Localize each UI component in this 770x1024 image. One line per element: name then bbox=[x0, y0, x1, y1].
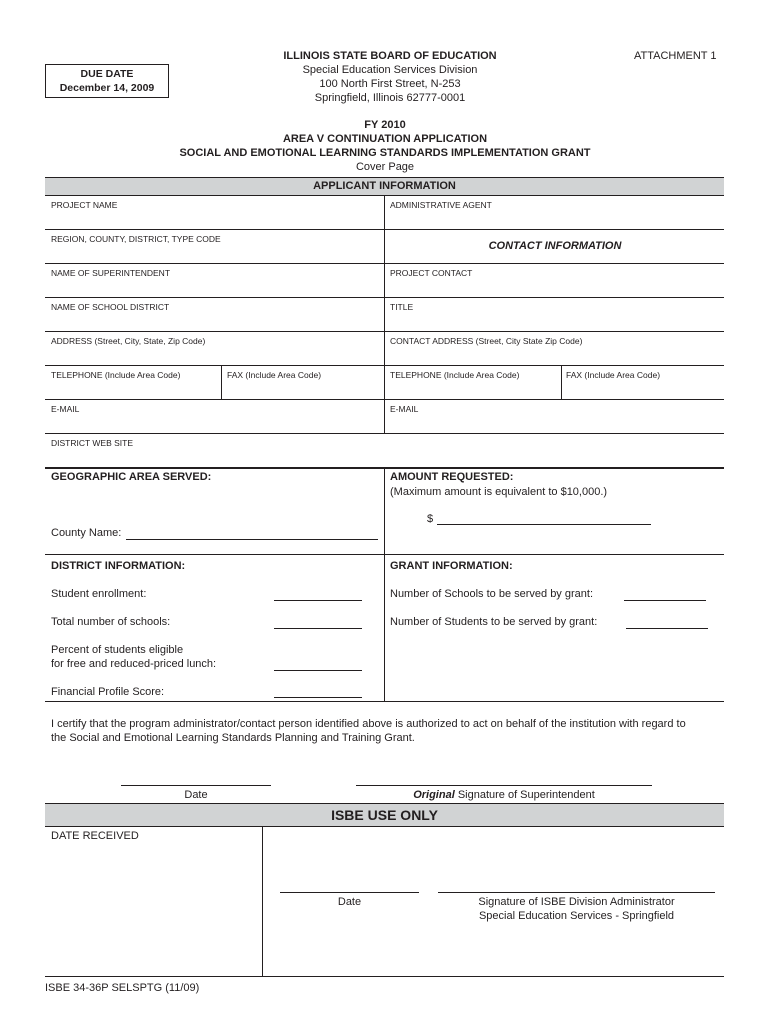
superintendent-signature-line[interactable] bbox=[356, 785, 652, 786]
date-label: Date bbox=[184, 789, 208, 801]
fax-field[interactable]: FAX (Include Area Code) bbox=[227, 370, 322, 380]
school-district-field[interactable]: NAME OF SCHOOL DISTRICT bbox=[51, 302, 170, 312]
column-divider bbox=[221, 365, 222, 399]
project-name-field[interactable]: PROJECT NAME bbox=[51, 200, 118, 210]
isbe-use-only-heading bbox=[45, 803, 724, 827]
due-date-label: DUE DATE bbox=[80, 68, 134, 80]
lunch-eligibility-input[interactable] bbox=[274, 670, 362, 671]
financial-profile-label: Financial Profile Score: bbox=[51, 686, 165, 698]
contact-fax-field[interactable]: FAX (Include Area Code) bbox=[566, 370, 661, 380]
division-name: Special Education Services Division bbox=[302, 64, 478, 76]
certification-text-1: I certify that the program administrator/contact person identified above is authorized to act on behalf of the institution with regard to bbox=[51, 718, 686, 730]
amount-requested-heading: AMOUNT REQUESTED: bbox=[390, 471, 514, 483]
date-signature-line[interactable] bbox=[121, 785, 271, 786]
row-divider bbox=[45, 554, 724, 555]
certification-text-2: the Social and Emotional Learning Standards Planning and Training Grant. bbox=[51, 732, 415, 744]
grant-info-heading: GRANT INFORMATION: bbox=[390, 560, 513, 572]
contact-address-field[interactable]: CONTACT ADDRESS (Street, City State Zip Code) bbox=[390, 336, 583, 346]
telephone-field[interactable]: TELEPHONE (Include Area Code) bbox=[51, 370, 181, 380]
address-line-1: 100 North First Street, N-253 bbox=[319, 78, 461, 90]
bottom-rule bbox=[45, 976, 724, 977]
applicant-info-heading bbox=[45, 177, 724, 196]
grant-schools-input[interactable] bbox=[624, 600, 706, 601]
row-divider bbox=[45, 433, 724, 434]
lunch-eligibility-label-2: for free and reduced-priced lunch: bbox=[51, 658, 217, 670]
amount-input[interactable] bbox=[437, 524, 651, 525]
currency-symbol: $ bbox=[427, 513, 434, 525]
grant-students-label: Number of Students to be served by grant: bbox=[390, 616, 598, 628]
total-schools-input[interactable] bbox=[274, 628, 362, 629]
column-divider bbox=[384, 467, 385, 701]
due-date-value: December 14, 2009 bbox=[59, 82, 155, 94]
district-website-field[interactable]: DISTRICT WEB SITE bbox=[51, 438, 134, 448]
grant-students-input[interactable] bbox=[626, 628, 708, 629]
project-contact-field[interactable]: PROJECT CONTACT bbox=[390, 268, 473, 278]
contact-info-heading: CONTACT INFORMATION bbox=[488, 240, 622, 252]
application-title: AREA V CONTINUATION APPLICATION bbox=[282, 133, 488, 145]
row-divider bbox=[45, 701, 724, 702]
form-identifier: ISBE 34-36P SELSPTG (11/09) bbox=[45, 982, 200, 994]
contact-title-field[interactable]: TITLE bbox=[390, 302, 414, 312]
contact-email-field[interactable]: E-MAIL bbox=[390, 404, 419, 414]
region-code-field[interactable]: REGION, COUNTY, DISTRICT, TYPE CODE bbox=[51, 234, 221, 244]
isbe-admin-location-label: Special Education Services - Springfield bbox=[478, 910, 675, 922]
grant-schools-label: Number of Schools to be served by grant: bbox=[390, 588, 593, 600]
isbe-admin-signature-label: Signature of ISBE Division Administrator bbox=[478, 896, 675, 908]
lunch-eligibility-label-1: Percent of students eligible bbox=[51, 644, 184, 656]
due-date-box bbox=[45, 64, 169, 98]
isbe-use-only-heading-text: ISBE USE ONLY bbox=[331, 807, 438, 823]
isbe-date-label: Date bbox=[337, 896, 362, 908]
attachment-label: ATTACHMENT 1 bbox=[634, 50, 717, 62]
administrative-agent-field[interactable]: ADMINISTRATIVE AGENT bbox=[390, 200, 492, 210]
grant-title: SOCIAL AND EMOTIONAL LEARNING STANDARDS IMPLEMENTATION GRANT bbox=[179, 147, 591, 159]
total-schools-label: Total number of schools: bbox=[51, 616, 171, 628]
applicant-info-heading-text: APPLICANT INFORMATION bbox=[313, 180, 456, 192]
district-info-heading: DISTRICT INFORMATION: bbox=[51, 560, 186, 572]
signature-superintendent-label: Signature of Superintendent bbox=[457, 789, 595, 801]
student-enrollment-input[interactable] bbox=[274, 600, 362, 601]
superintendent-name-field[interactable]: NAME OF SUPERINTENDENT bbox=[51, 268, 171, 278]
amount-requested-note: (Maximum amount is equivalent to $10,000.) bbox=[390, 486, 608, 498]
column-divider bbox=[384, 196, 385, 433]
county-name-label: County Name: bbox=[51, 527, 122, 539]
cover-page-label: Cover Page bbox=[355, 161, 415, 173]
email-field[interactable]: E-MAIL bbox=[51, 404, 80, 414]
address-line-2: Springfield, Illinois 62777-0001 bbox=[314, 92, 466, 104]
county-name-input[interactable] bbox=[126, 539, 378, 540]
column-divider bbox=[262, 827, 263, 977]
original-label: Original bbox=[413, 789, 455, 801]
isbe-admin-signature-line[interactable] bbox=[438, 892, 715, 893]
date-received-label: DATE RECEIVED bbox=[51, 830, 139, 842]
contact-telephone-field[interactable]: TELEPHONE (Include Area Code) bbox=[390, 370, 520, 380]
financial-profile-input[interactable] bbox=[274, 697, 362, 698]
student-enrollment-label: Student enrollment: bbox=[51, 588, 147, 600]
agency-name: ILLINOIS STATE BOARD OF EDUCATION bbox=[283, 50, 497, 62]
column-divider bbox=[561, 365, 562, 399]
isbe-date-line[interactable] bbox=[280, 892, 419, 893]
superintendent-signature-label bbox=[356, 789, 652, 801]
address-field[interactable]: ADDRESS (Street, City, State, Zip Code) bbox=[51, 336, 206, 346]
geographic-area-heading: GEOGRAPHIC AREA SERVED: bbox=[51, 471, 212, 483]
fiscal-year: FY 2010 bbox=[364, 119, 406, 131]
